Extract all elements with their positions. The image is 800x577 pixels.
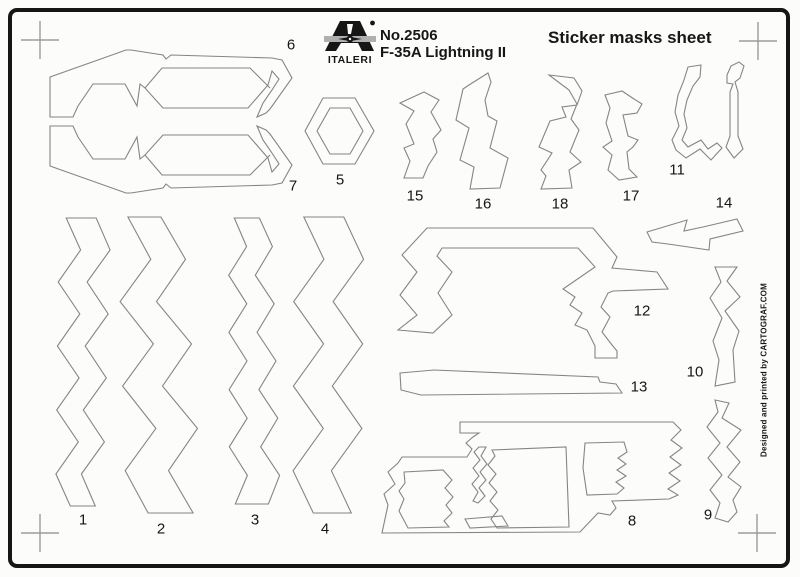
mask-outline-9: [707, 400, 741, 522]
mask-label-14: 14: [715, 194, 733, 212]
mask-label-1: 1: [78, 511, 88, 529]
mask-label-9: 9: [703, 506, 713, 524]
mask-label-15: 15: [406, 187, 424, 205]
mask-outline-2: [120, 217, 197, 513]
mask-outline-11: [672, 62, 744, 160]
mask-label-6: 6: [286, 36, 296, 54]
mask-label-18: 18: [551, 195, 569, 213]
mask-label-5: 5: [335, 171, 345, 189]
mask-outline-13: [400, 370, 622, 395]
mask-outline-10: [710, 267, 740, 386]
mask-outline-3: [229, 218, 280, 504]
registration-mark-bottom-left: [21, 514, 59, 552]
mask-outline-5: [305, 98, 374, 164]
mask-outline-17: [603, 91, 642, 180]
mask-label-3: 3: [250, 511, 260, 529]
kit-name: F-35A Lightning II: [380, 44, 507, 61]
registration-mark-top-right: [739, 22, 777, 60]
printer-credit: Designed and printed by CARTOGRAF.COM: [759, 283, 769, 457]
registration-mark-bottom-right: [738, 514, 776, 552]
mask-outline-18: [539, 75, 582, 189]
mask-label-4: 4: [320, 520, 330, 538]
mask-label-10: 10: [686, 363, 704, 381]
mask-outline-12: [398, 228, 668, 358]
mask-outline-15: [400, 92, 441, 178]
mask-label-8: 8: [627, 512, 637, 530]
italeri-wordmark: ITALERI: [327, 54, 373, 65]
sheet-title: Sticker masks sheet: [548, 28, 712, 47]
mask-outline-8: [382, 422, 682, 533]
mask-outline-4: [293, 217, 364, 513]
mask-label-11: 11: [669, 161, 685, 179]
mask-outline-1: [56, 218, 110, 506]
mask-outline-16: [456, 73, 508, 189]
kit-info: [380, 27, 506, 61]
mask-outline-6: [50, 50, 292, 117]
mask-label-7: 7: [288, 177, 298, 195]
mask-outline-7: [50, 126, 292, 193]
kit-number: No.2506: [380, 27, 438, 44]
registered-trademark-icon: [370, 21, 375, 26]
mask-label-16: 16: [474, 195, 492, 213]
mask-label-12: 12: [633, 302, 651, 320]
mask-outline-14: [647, 219, 743, 250]
italeri-logo: [324, 20, 376, 65]
mask-label-2: 2: [156, 520, 166, 538]
mask-label-13: 13: [630, 378, 648, 396]
registration-mark-top-left: [21, 21, 59, 59]
mask-label-17: 17: [622, 187, 640, 205]
